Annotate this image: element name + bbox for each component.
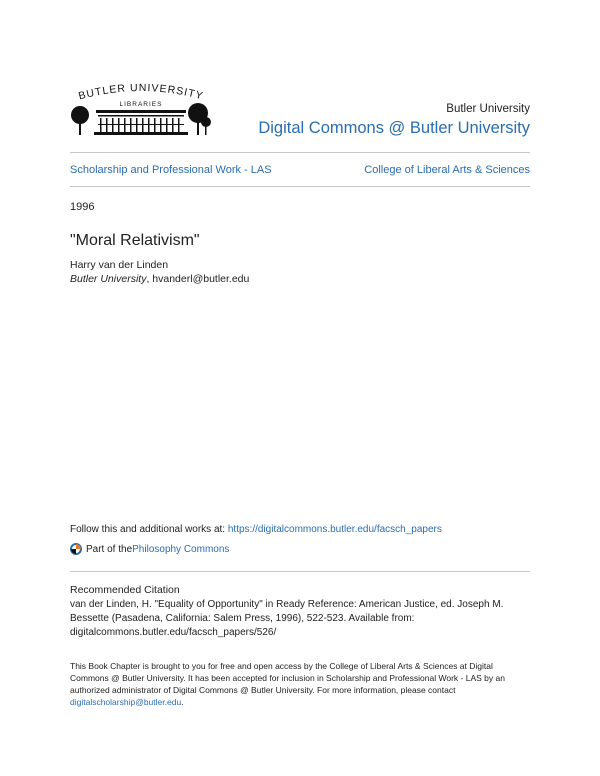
network-icon: [70, 543, 82, 555]
footer-notice: [70, 660, 532, 708]
document-title: "Moral Relativism": [70, 232, 200, 249]
philosophy-commons-link[interactable]: Philosophy Commons: [132, 543, 230, 555]
citation-text: van der Linden, H. "Equality of Opportunity" in Ready Reference: American Justice, ed. Joseph M. Bessette (Pasadena, California: Salem Press, 1996), 522-523. Available from: digitalcommons.butler.edu/facsch_papers/526/: [70, 599, 504, 638]
part-of-text: Part of the: [86, 543, 133, 555]
follow-text: Follow this and additional works at:: [70, 524, 228, 535]
footer-text: This Book Chapter is brought to you for free and open access by the College of Liberal Arts & Sciences at Digital Commons @ Butler University. It has been accepted for inclusion in Scholarship and Professional Work - LAS by an authorized administrator of Digital Commons @ Butler University. For more information, please contact: [70, 661, 505, 695]
part-of-line: [70, 543, 229, 555]
logo-text-bottom: LIBRARIES: [119, 101, 163, 108]
contact-email-link[interactable]: digitalscholarship@butler.edu: [70, 697, 182, 707]
publication-year: 1996: [70, 201, 95, 213]
footer-end: .: [181, 697, 184, 707]
repository-link[interactable]: Digital Commons @ Butler University: [258, 119, 530, 137]
follow-line: [70, 524, 442, 535]
college-link[interactable]: College of Liberal Arts & Sciences: [364, 164, 530, 176]
follow-url-link[interactable]: https://digitalcommons.butler.edu/facsch_papers: [227, 524, 442, 535]
divider-top: [70, 152, 530, 153]
logo-text-top: BUTLER UNIVERSITY: [77, 82, 205, 103]
affiliation-name: Butler University: [70, 273, 147, 285]
institution-name: Butler University: [446, 103, 530, 115]
svg-text:BUTLER UNIVERSITY: [77, 82, 204, 102]
butler-libraries-logo: [68, 82, 214, 138]
divider-citation: [70, 571, 530, 572]
citation-heading: Recommended Citation: [70, 584, 180, 596]
author-affiliation: [70, 273, 249, 285]
author-name: Harry van der Linden: [70, 259, 169, 271]
divider-bottom: [70, 186, 530, 187]
author-email: , hvanderl@butler.edu: [146, 273, 250, 285]
collection-link[interactable]: Scholarship and Professional Work - LAS: [70, 164, 272, 176]
